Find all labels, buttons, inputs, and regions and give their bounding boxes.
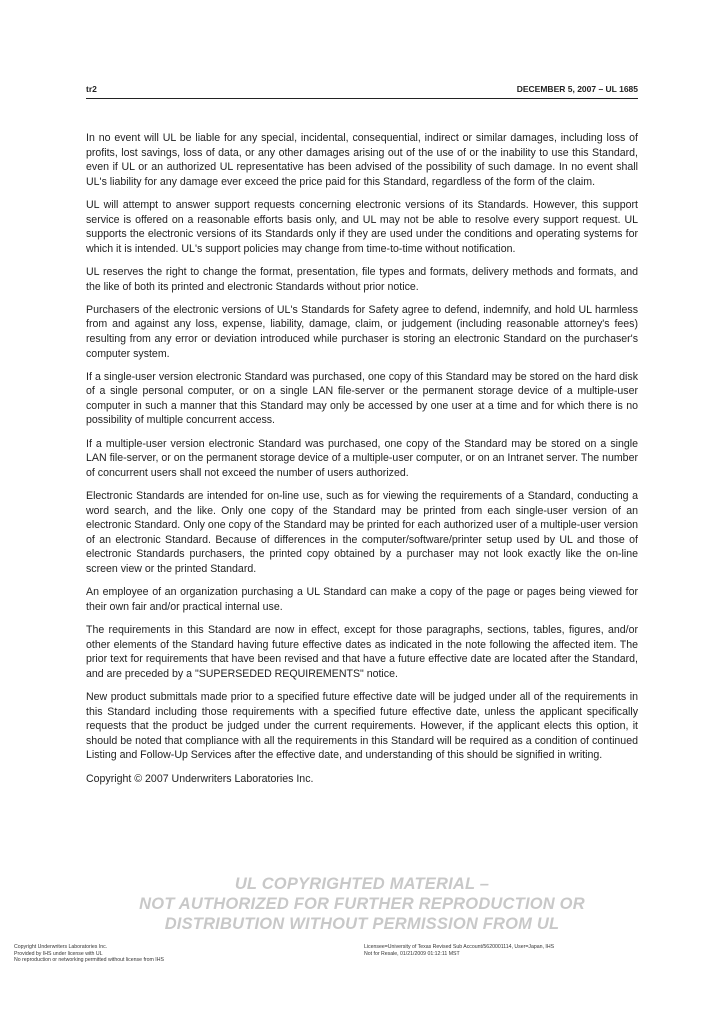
paragraph-single-user: If a single-user version electronic Standard was purchased, one copy of this Standard may be stored on the hard disk of a single personal computer, or on a single LAN file-server or the permanent storage device of a multiple-user computer in such a manner that this Standard may only be accessed by one user at a time and for which there is no possibility of multiple concurrent access. xyxy=(86,370,638,427)
footer-license-left xyxy=(14,944,164,964)
footer-line: Copyright Underwriters Laboratories Inc. xyxy=(14,944,108,950)
paragraph-indemnify: Purchasers of the electronic versions of UL's Standards for Safety agree to defend, indemnify, and hold UL harmless from and against any loss, expense, liability, damage, claim, or judgement (including reasonable attorney's fees) resulting from any error or deviation introduced while purchaser is storing an electronic Standard on the purchaser's computer system. xyxy=(86,303,638,360)
paragraph-online-use: Electronic Standards are intended for on-line use, such as for viewing the requirements of a Standard, conducting a word search, and the like. Only one copy of the Standard may be printed from each single-user version of an electronic Standard. Only one copy of the Standard may be printed for each authorized user of a multiple-user version of an electronic Standard. Because of differences in the computer/software/printer setup used by UL and those of electronic Standards purchasers, the printed copy obtained by a purchaser may not look exactly like the on-line screen view or the printed Standard. xyxy=(86,490,638,575)
footer-line: Provided by IHS under license with UL xyxy=(14,950,103,957)
copyright-notice: Copyright © 2007 Underwriters Laboratories Inc. xyxy=(86,772,314,785)
header-rule xyxy=(86,98,638,99)
paragraph-support: UL will attempt to answer support requests concerning electronic versions of its Standards. However, this support service is offered on a reasonable efforts basis only, and UL may not be able to resolve every support request. UL supports the electronic versions of its Standards only if they are used under the conditions and operating systems for which it is intended. UL's support policies may change from time-to-time without notification. xyxy=(86,198,638,255)
watermark-line: NOT AUTHORIZED FOR FURTHER REPRODUCTION OR xyxy=(139,895,585,913)
footer-line: No reproduction or networking permitted without license from IHS xyxy=(14,957,164,964)
footer-license-right xyxy=(364,944,554,957)
footer-line: Licensee=University of Texas Revised Sub Account/5620001114, User=Japan, IHS xyxy=(364,944,555,950)
paragraph-liability: In no event will UL be liable for any special, incidental, consequential, indirect or similar damages, including loss of profits, lost savings, loss of data, or any other damages arising out of the use of or the inability to use this Standard, even if UL or an authorized UL representative has been advised of the possibility of such damage. In no event shall UL's liability for any damage ever exceed the price paid for this Standard, regardless of the form of the claim. xyxy=(86,132,638,188)
page-number: tr2 xyxy=(86,84,97,94)
document-date-title: DECEMBER 5, 2007 – UL 1685 xyxy=(516,84,638,94)
paragraph-employee-copy: An employee of an organization purchasing a UL Standard can make a copy of the page or pages being viewed for their own fair and/or practical internal use. xyxy=(86,586,638,613)
watermark-line: UL COPYRIGHTED MATERIAL – xyxy=(234,875,490,893)
paragraph-effective-requirements: The requirements in this Standard are now in effect, except for those paragraphs, sections, tables, figures, and/or other elements of the Standard having future effective dates as indicated in the note following the affected item. The prior text for requirements that have been revised and that have a future effective date are located after the Standard, and are preceded by a "SUPERSEDED REQUIREMENTS" notice. xyxy=(86,623,638,680)
footer-line: Not for Resale, 01/21/2009 01:12:11 MST xyxy=(364,950,460,957)
paragraph-format-rights: UL reserves the right to change the format, presentation, file types and formats, delivery methods and formats, and the like of both its printed and electronic Standards without prior notice. xyxy=(86,265,638,293)
watermark-line: DISTRIBUTION WITHOUT PERMISSION FROM UL xyxy=(164,915,560,933)
copyright-watermark xyxy=(100,874,624,934)
paragraph-new-submittals: New product submittals made prior to a specified future effective date will be judged under all of the requirements in this Standard including those requirements with a specified future effective date, unless the applicant specifically requests that the product be judged under the current requirements. However, if the applicant elects this option, it should be noted that compliance with all the requirements in this Standard will be required as a condition of continued Listing and Follow-Up Services after the effective date, and understanding of this should be signified in writing. xyxy=(86,690,638,762)
paragraph-multiple-user: If a multiple-user version electronic Standard was purchased, one copy of the Standard may be stored on a single LAN file-server, or on the permanent storage device of a multiple-user computer, or on an Intranet server. The number of concurrent users shall not exceed the number of users authorized. xyxy=(86,437,638,479)
document-body xyxy=(86,131,638,795)
